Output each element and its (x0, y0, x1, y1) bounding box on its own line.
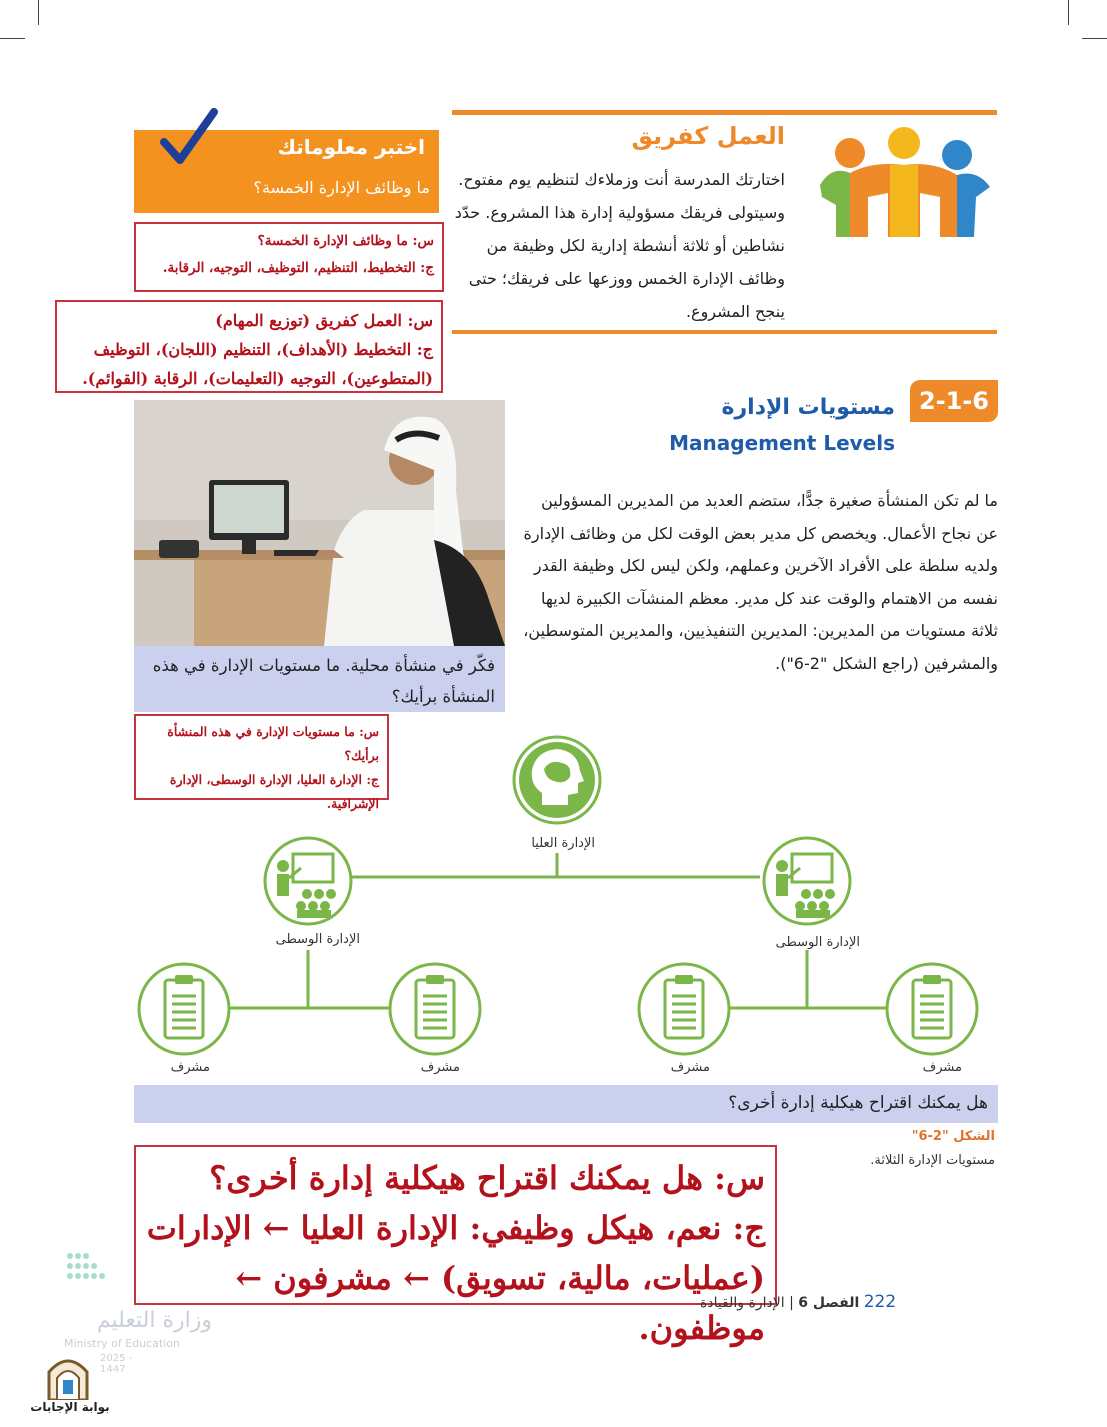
org-supervisor-label: مشرف (670, 1060, 710, 1075)
org-supervisor-label: مشرف (420, 1060, 460, 1075)
org-middle-left-label: الإدارة الوسطى (275, 932, 360, 947)
clipboard-icon (637, 962, 732, 1057)
answer-question: س: ما مستويات الإدارة في هذه المنشأة برأيك؟ (167, 724, 379, 763)
crop-mark (38, 0, 39, 25)
team-section-bottom-rule (452, 330, 997, 334)
ministry-name-ar: وزارة التعليم (96, 1308, 212, 1333)
org-middle-right-label: الإدارة الوسطى (775, 935, 860, 950)
brain-head-icon (512, 735, 602, 825)
crop-mark (1068, 0, 1069, 25)
org-top-label: الإدارة العليا (531, 836, 595, 851)
answer-box (134, 222, 444, 292)
office-photo (134, 400, 505, 646)
figure-title: مستويات الإدارة الثلاثة. (870, 1153, 995, 1168)
ministry-year: 2025 - 1447 (100, 1353, 133, 1375)
team-body: اختارتك المدرسة أنت وزملاءك لتنظيم يوم مفتوح. وسيتولى فريقك مسؤولية إدارة هذا المشروع. حدّد نشاطين أو ثلاثة أنشطة إدارية لكل وظيفة من وظائف الإدارة الخمس ووزعها على فريقك؛ حتى ينجح المشروع. (454, 170, 785, 321)
page-number: 222 (863, 1292, 897, 1312)
figure-number: الشكل "2-6" (911, 1129, 995, 1144)
answer-text: ج: التخطيط، التنظيم، التوظيف، التوجيه، الرقابة. (162, 260, 434, 276)
presenter-icon (762, 836, 852, 926)
section-number-badge: 2-1-6 (910, 380, 998, 422)
answer-question: س: ما وظائف الإدارة الخمسة؟ (257, 233, 434, 249)
moe-logo-dots (64, 1250, 144, 1300)
crop-mark (1082, 38, 1107, 39)
presenter-icon (263, 836, 353, 926)
answer-question: س: هل يمكنك اقتراح هيكلية إدارة أخرى؟ (209, 1159, 765, 1197)
team-people-icon (812, 125, 994, 240)
ministry-name-en: Ministry of Education (64, 1337, 181, 1350)
photo-caption: فكّر في منشأة محلية. ما مستويات الإدارة في هذه المنشأة برأيك؟ (152, 656, 495, 706)
clipboard-icon (388, 962, 483, 1057)
checkmark-icon (158, 108, 220, 170)
question-bar-text: هل يمكنك اقتراح هيكلية إدارة أخرى؟ (728, 1093, 988, 1113)
section-body: ما لم تكن المنشأة صغيرة جدًّا، ستضم العديد من المديرين المسؤولين عن نجاح الأعمال. ويخصص كل مدير بعض الوقت لكل من وظائف الإدارة ولديه سلطة على الأفراد الآخرين وعملهم، ولكن ليس لكل وظيفة القدر نفسه من الاهتمام والوقت عند كل مدير. معظم المنشآت الكبيرة لديها ثلاثة مستويات من المديرين: المديرين التنفيذيين، والمديرين المتوسطين، والمشرفين (راجع الشكل "2-6"). (523, 491, 998, 673)
answer-text: ج: نعم، هيكل وظيفي: الإدارة العليا ← الإدارات (عمليات، مالية، تسويق) ← مشرفون ← موظفون. (146, 1209, 765, 1347)
section-title-ar: مستويات الإدارة (721, 395, 895, 420)
chapter-label: الفصل 6 (798, 1295, 860, 1311)
org-supervisor-label: مشرف (170, 1060, 210, 1075)
answer-question: س: العمل كفريق (توزيع المهام) (215, 311, 433, 330)
quiz-question: ما وظائف الإدارة الخمسة؟ (253, 178, 430, 197)
page-footer (700, 1292, 998, 1312)
site-name: بوابة الإجابات (30, 1400, 110, 1414)
book-title: الإدارة والقيادة (700, 1295, 785, 1311)
footer-separator: | (789, 1295, 794, 1311)
team-title: العمل كفريق (631, 122, 785, 150)
crop-mark (0, 38, 25, 39)
mosque-logo-icon (45, 1350, 91, 1400)
answer-box (55, 300, 443, 393)
quiz-title: اختبر معلوماتك (277, 135, 425, 159)
clipboard-icon (885, 962, 980, 1057)
org-supervisor-label: مشرف (922, 1060, 962, 1075)
section-title-en: Management Levels (669, 431, 895, 455)
team-section-top-rule (452, 110, 997, 115)
answer-text: ج: التخطيط (الأهداف)، التنظيم (اللجان)، التوظيف (المتطوعين)، التوجيه (التعليمات)، الرقابة (القوائم). (82, 340, 433, 388)
answer-text: ج: الإدارة العليا، الإدارة الوسطى، الإدارة الإشرافية. (169, 772, 379, 811)
clipboard-icon (137, 962, 232, 1057)
